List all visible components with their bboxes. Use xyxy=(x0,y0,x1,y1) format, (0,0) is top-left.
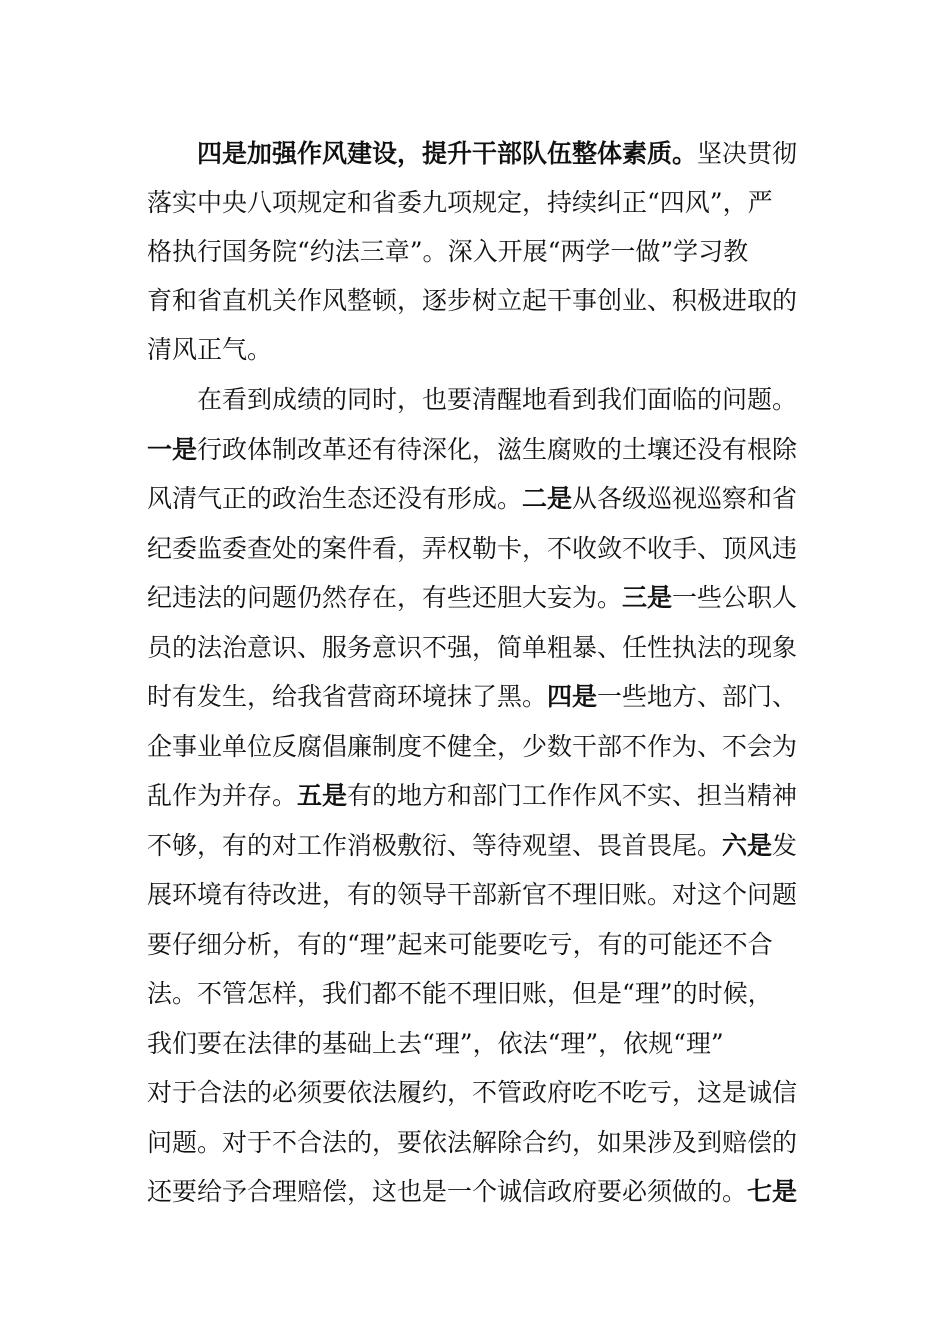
line-text: 纪委监委查处的案件看，弄权勒卡，不收敛不收手、顶风违 xyxy=(147,534,798,563)
line-pre: 时有发生，给我省营商环境抹了黑。 xyxy=(147,682,548,711)
bold-lead: 四是加强作风建设，提升干部队伍整体素质。 xyxy=(197,139,698,168)
paragraph-2-line-12 xyxy=(147,925,807,965)
line-text: 问题。对于不合法的，要依法解除合约，如果涉及到赔偿的 xyxy=(147,1128,798,1157)
paragraph-1-line-2 xyxy=(147,183,807,223)
paragraph-2-line-13 xyxy=(147,974,807,1014)
line-text: 从各级巡视巡察和省 xyxy=(572,484,798,513)
line-text: 企事业单位反腐倡廉制度不健全，少数干部不作为、不会为 xyxy=(147,732,798,761)
paragraph-2-line-2 xyxy=(147,430,807,470)
line-pre: 不够，有的对工作消极敷衍、等待观望、畏首畏尾。 xyxy=(147,831,723,860)
line-text: 坚决贯彻 xyxy=(697,139,798,168)
paragraph-2-line-6 xyxy=(147,628,807,668)
paragraph-2-line-14 xyxy=(147,1024,807,1064)
line-text: 员的法治意识、服务意识不强，简单粗暴、任性执法的现象 xyxy=(147,633,798,662)
paragraph-2-line-9 xyxy=(147,776,807,816)
line-text: 一些公职人 xyxy=(672,583,798,612)
line-text: 发 xyxy=(772,831,798,860)
line-text: 要仔细分析，有的“理”起来可能要吃亏，有的可能还不合 xyxy=(147,930,773,959)
line-pre: 纪违法的问题仍然存在，有些还胆大妄为。 xyxy=(147,583,623,612)
paragraph-2-line-17 xyxy=(147,1172,807,1212)
bold-lead: 一是 xyxy=(147,435,198,464)
paragraph-2-line-15 xyxy=(147,1073,807,1113)
paragraph-2-line-4 xyxy=(147,529,807,569)
paragraph-2-line-10 xyxy=(147,826,807,866)
bold-lead: 六是 xyxy=(722,831,773,860)
paragraph-2-line-16 xyxy=(147,1123,807,1163)
line-text: 育和省直机关作风整顿，逐步树立起干事创业、积极进取的 xyxy=(147,286,798,315)
paragraph-2-line-11 xyxy=(147,875,807,915)
paragraph-2-line-5 xyxy=(147,578,807,618)
line-pre: 乱作为并存。 xyxy=(147,781,298,810)
paragraph-2-line-1 xyxy=(197,380,807,420)
line-pre: 还要给予合理赔偿，这也是一个诚信政府要必须做的。 xyxy=(147,1177,748,1206)
bold-lead: 七是 xyxy=(747,1177,798,1206)
line-text: 我们要在法律的基础上去“理”，依法“理”，依规“理” xyxy=(147,1029,724,1058)
line-text: 法。不管怎样，我们都不能不理旧账，但是“理”的时候， xyxy=(147,979,773,1008)
paragraph-1-line-4 xyxy=(147,281,807,321)
paragraph-2-line-7 xyxy=(147,677,807,717)
line-text: 有的地方和部门工作作风不实、担当精神 xyxy=(347,781,798,810)
line-text: 落实中央八项规定和省委九项规定，持续纠正“四风”，严 xyxy=(147,188,773,217)
line-text: 行政体制改革还有待深化，滋生腐败的土壤还没有根除 xyxy=(197,435,798,464)
bold-lead: 四是 xyxy=(547,682,598,711)
line-pre: 风清气正的政治生态还没有形成。 xyxy=(147,484,523,513)
bold-lead: 五是 xyxy=(297,781,348,810)
line-text: 在看到成绩的同时，也要清醒地看到我们面临的问题。 xyxy=(197,385,798,414)
line-text: 清风正气。 xyxy=(147,335,273,364)
bold-lead: 二是 xyxy=(522,484,573,513)
paragraph-1-line-3 xyxy=(147,232,807,272)
line-text: 对于合法的必须要依法履约，不管政府吃不吃亏，这是诚信 xyxy=(147,1078,798,1107)
paragraph-1-line-5 xyxy=(147,330,807,370)
paragraph-2-line-8 xyxy=(147,727,807,767)
paragraph-2-line-3 xyxy=(147,479,807,519)
line-text: 格执行国务院“约法三章”。深入开展“两学一做”学习教 xyxy=(147,237,749,266)
line-text: 一些地方、部门、 xyxy=(597,682,798,711)
line-text: 展环境有待改进，有的领导干部新官不理旧账。对这个问题 xyxy=(147,880,798,909)
paragraph-1-line-1 xyxy=(197,134,807,174)
bold-lead: 三是 xyxy=(622,583,673,612)
